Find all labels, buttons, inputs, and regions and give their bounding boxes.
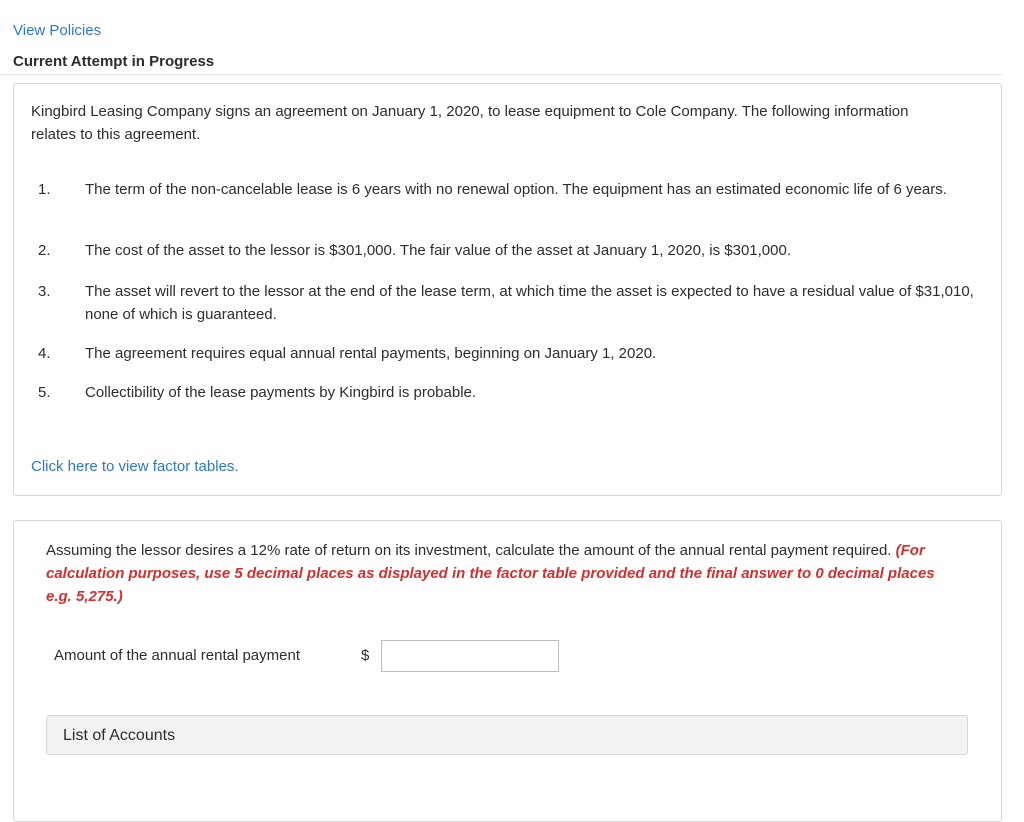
currency-symbol: $ xyxy=(361,647,370,664)
list-item-text: The cost of the asset to the lessor is $301,000. The fair value of the asset at January 1, 2020, is $301,000. xyxy=(85,242,791,259)
list-item-text: Collectibility of the lease payments by Kingbird is probable. xyxy=(85,384,477,401)
list-item-number: 2. xyxy=(38,242,51,259)
view-policies-link[interactable]: View Policies xyxy=(13,22,102,39)
factor-tables-link[interactable]: Click here to view factor tables. xyxy=(31,458,239,475)
list-item-text: The term of the non-cancelable lease is 6 years with no renewal option. The equipment has an estimated economic life of 6 years. xyxy=(85,181,947,198)
list-item-number: 1. xyxy=(38,181,51,198)
question-instruction: (For calculation purposes, use 5 decimal places as displayed in the factor table provided and the final answer to 0 decimal places e.g. 5,275.) xyxy=(46,542,935,605)
question-prompt-text: Assuming the lessor desires a 12% rate of return on its investment, calculate the amount of the annual rental payment required. xyxy=(46,542,892,559)
question-prompt xyxy=(46,539,946,608)
list-item-number: 5. xyxy=(38,384,51,401)
list-of-accounts-button[interactable] xyxy=(46,715,968,755)
list-item-number: 4. xyxy=(38,345,51,362)
problem-intro: Kingbird Leasing Company signs an agreement on January 1, 2020, to lease equipment to Cole Company. The following information relates to this agreement. xyxy=(31,103,909,143)
annual-rental-payment-input[interactable] xyxy=(381,640,559,672)
attempt-title: Current Attempt in Progress xyxy=(13,53,215,70)
list-item-text: The agreement requires equal annual rental payments, beginning on January 1, 2020. xyxy=(85,345,657,362)
answer-label: Amount of the annual rental payment xyxy=(54,647,300,664)
list-item-text: The asset will revert to the lessor at the end of the lease term, at which time the asset is expected to have a residual value of $31,010, none of which is guaranteed. xyxy=(85,283,974,323)
problem-info-panel xyxy=(13,83,1002,496)
header-bar xyxy=(0,10,1002,75)
list-of-accounts-label: List of Accounts xyxy=(63,727,176,744)
question-panel xyxy=(13,520,1002,822)
list-item-number: 3. xyxy=(38,283,51,300)
